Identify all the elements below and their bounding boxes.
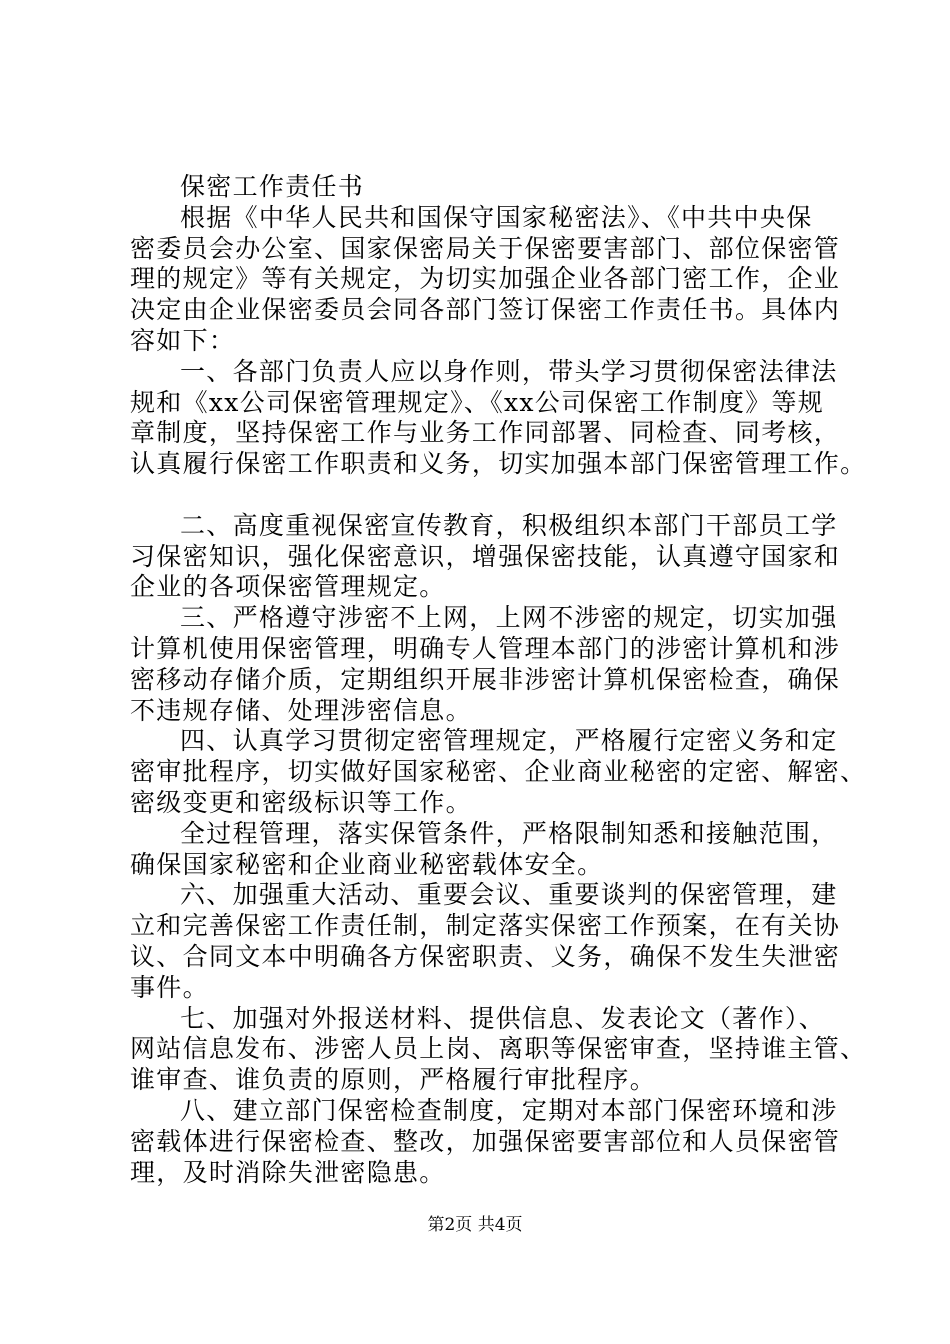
text-line: 事件。: [130, 972, 209, 1002]
text-line: 企业的各项保密管理规定。: [130, 572, 446, 602]
text-line: 立和完善保密工作责任制，制定落实保密工作预案，在有关协: [130, 911, 841, 941]
text-line: 全过程管理，落实保管条件，严格限制知悉和接触范围，: [180, 818, 838, 848]
text-line: 理，及时消除失泄密隐患。: [130, 1157, 446, 1187]
text-line: 认真履行保密工作职责和义务，切实加强本部门保密管理工作。: [130, 449, 867, 479]
page-footer: [0, 1214, 950, 1236]
text-line: 八、建立部门保密检查制度，定期对本部门保密环境和涉: [180, 1095, 838, 1125]
text-line: 六、加强重大活动、重要会议、重要谈判的保密管理，建: [180, 880, 838, 910]
text-line: 一、各部门负责人应以身作则，带头学习贯彻保密法律法: [180, 356, 838, 386]
text-line: 容如下：: [130, 325, 236, 355]
text-line: 议、合同文本中明确各方保密职责、义务，确保不发生失泄密: [130, 941, 841, 971]
text-line: 谁审查、谁负责的原则，严格履行审批程序。: [130, 1065, 657, 1095]
text-line: 确保国家秘密和企业商业秘密载体安全。: [130, 849, 604, 879]
text-line: 密移动存储介质，定期组织开展非涉密计算机保密检查，确保: [130, 664, 841, 694]
text-line: 习保密知识，强化保密意识，增强保密技能，认真遵守国家和: [130, 541, 841, 571]
text-line: 三、严格遵守涉密不上网，上网不涉密的规定，切实加强: [180, 603, 838, 633]
text-line: 不违规存储、处理涉密信息。: [130, 695, 472, 725]
text-line: 密委员会办公室、国家保密局关于保密要害部门、部位保密管: [130, 233, 841, 263]
text-line: 七、加强对外报送材料、提供信息、发表论文（著作）、: [180, 1003, 826, 1033]
text-line: 计算机使用保密管理，明确专人管理本部门的涉密计算机和涉: [130, 633, 841, 663]
text-line: 密载体进行保密检查、整改，加强保密要害部位和人员保密管: [130, 1126, 841, 1156]
text-line: 根据《中华人民共和国保守国家秘密法》、《中共中央保: [180, 202, 813, 232]
text-line: [130, 480, 850, 511]
text-line: 规和《xx公司保密管理规定》、《xx公司保密工作制度》等规: [130, 387, 825, 417]
text-line: 章制度，坚持保密工作与业务工作同部署、同检查、同考核，: [130, 418, 841, 448]
page-number-label: 第2页 共4页: [427, 1215, 523, 1235]
text-line: 决定由企业保密委员会同各部门签订保密工作责任书。具体内: [130, 295, 841, 325]
text-line: 二、高度重视保密宣传教育，积极组织本部门干部员工学: [180, 510, 838, 540]
text-line: 四、认真学习贯彻定密管理规定，严格履行定密义务和定: [180, 726, 838, 756]
text-line: 密级变更和密级标识等工作。: [130, 787, 472, 817]
text-line: 网站信息发布、涉密人员上岗、离职等保密审查，坚持谁主管、: [130, 1034, 867, 1064]
document-title: 保密工作责任书: [180, 172, 365, 201]
document-body: [130, 172, 867, 1188]
text-line: 密审批程序，切实做好国家秘密、企业商业秘密的定密、解密、: [130, 757, 867, 787]
text-line: 理的规定》等有关规定，为切实加强企业各部门密工作，企业: [130, 264, 841, 294]
